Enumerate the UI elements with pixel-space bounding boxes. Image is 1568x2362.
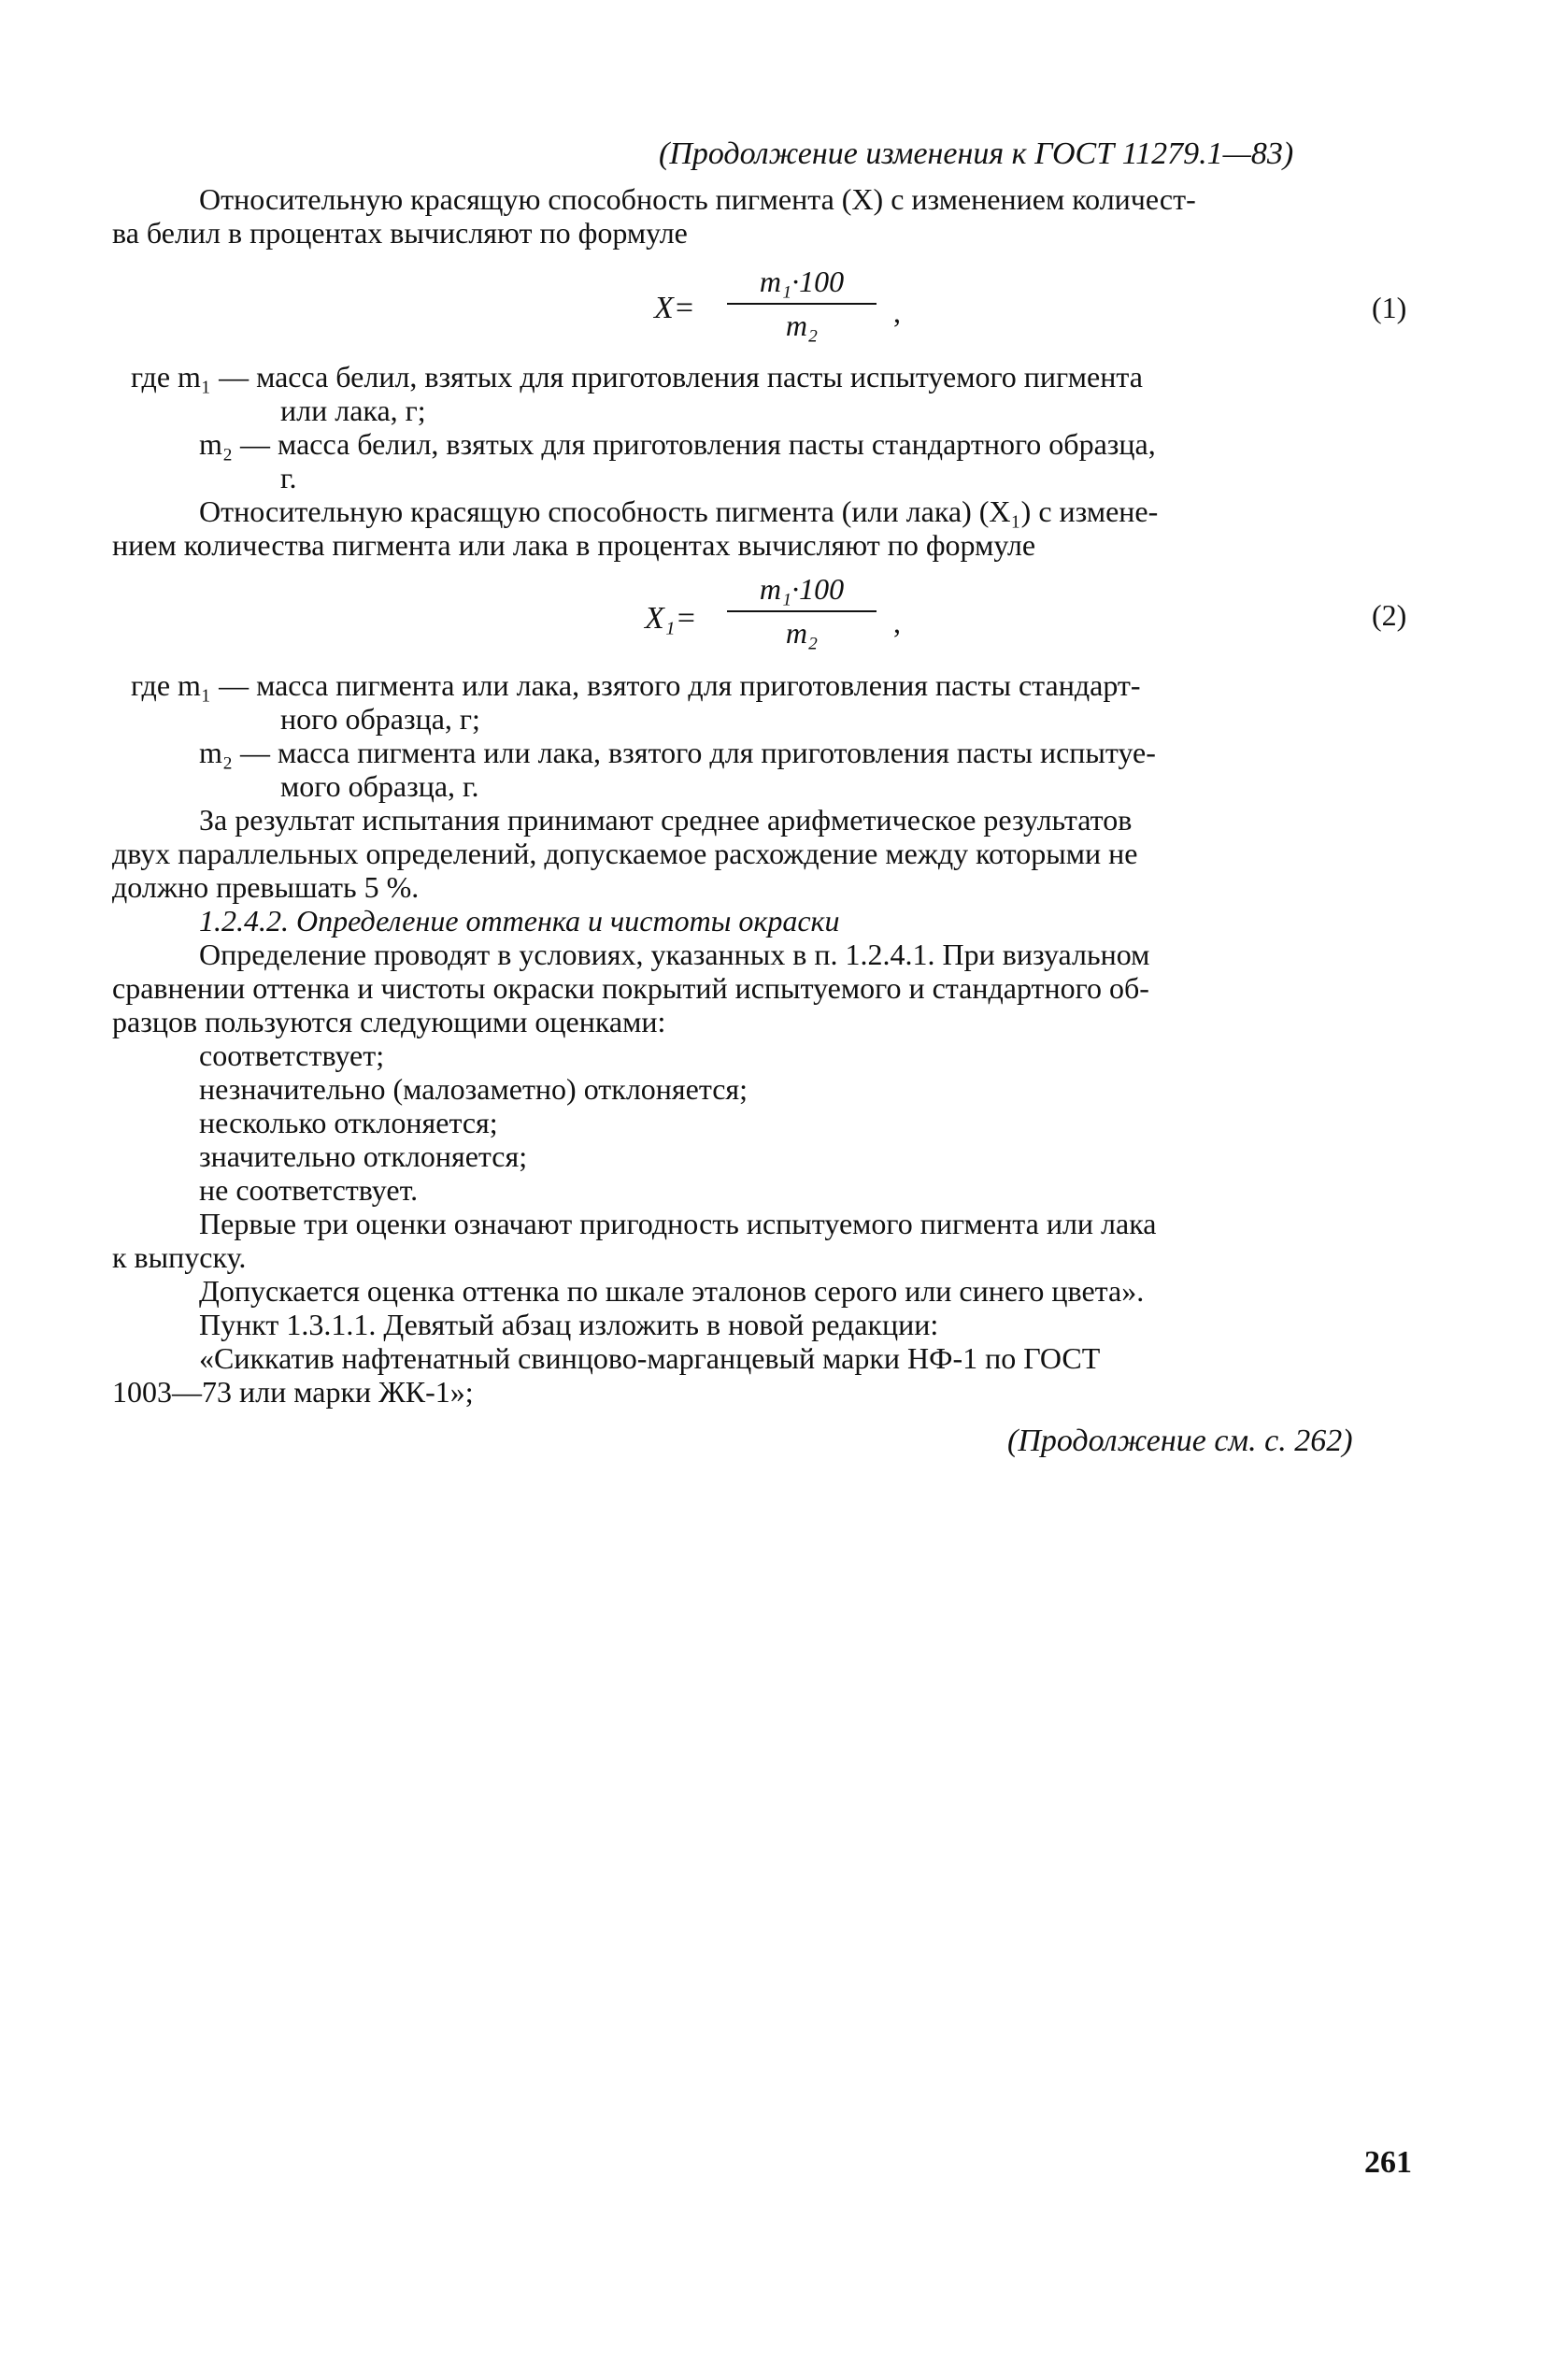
where-2-line-3: m₂ — масса пигмента или лака, взятого для приготовления пасты испытуе- (199, 736, 1156, 769)
formula-2-fraction (727, 572, 877, 651)
paragraph-4-line-3: разцов пользуются следующими оценками: (112, 1005, 666, 1038)
paragraph-4-line-1: Определение проводят в условиях, указанных в п. 1.2.4.1. При визуальном (199, 938, 1150, 971)
where-2-line-4: мого образца, г. (280, 769, 479, 803)
where-2-line-2: ного образца, г; (280, 702, 480, 736)
formula-1-lhs: X= (654, 291, 695, 325)
rating-item: несколько отклоняется; (199, 1106, 498, 1139)
paragraph-3-line-1: За результат испытания принимают среднее арифметическое результатов (199, 803, 1133, 837)
paragraph-1-line-2: ва белил в процентах вычисляют по формуле (112, 216, 688, 250)
paragraph-3-line-3: должно превышать 5 %. (112, 870, 420, 904)
formula-2-lhs: X₁= (645, 601, 697, 636)
formula-1-comma: , (893, 295, 901, 329)
where-1-line-3: m₂ — масса белил, взятых для приготовления пасты стандартного образца, (199, 427, 1156, 461)
formula-1-denominator: m₂ (785, 308, 819, 342)
formula-2-numerator: m₁·100 (759, 572, 845, 606)
paragraph-8-line-2: 1003—73 или марки ЖК-1»; (112, 1375, 474, 1409)
formula-2-comma: , (893, 606, 901, 639)
section-heading: 1.2.4.2. Определение оттенка и чистоты окраски (199, 904, 840, 938)
continuation-footer: (Продолжение см. с. 262) (1007, 1424, 1353, 1458)
formula-2-number: (2) (1372, 598, 1407, 632)
rating-item: соответствует; (199, 1038, 385, 1072)
paragraph-5-line-2: к выпуску. (112, 1240, 247, 1274)
paragraph-3-line-2: двух параллельных определений, допускаемое расхождение между которыми не (112, 837, 1138, 870)
paragraph-2-line-1: Относительную красящую способность пигмента (или лака) (X₁) с измене- (199, 494, 1159, 528)
formula-1-fraction (727, 265, 877, 343)
rating-item: незначительно (малозаметно) отклоняется; (199, 1072, 748, 1106)
formula-1-number: (1) (1372, 291, 1407, 324)
formula-2-denominator: m₂ (785, 616, 819, 650)
where-1-line-2: или лака, г; (280, 394, 426, 427)
rating-item: не соответствует. (199, 1173, 419, 1207)
formula-2-fraction-bar (727, 610, 877, 612)
continuation-header: (Продолжение изменения к ГОСТ 11279.1—83) (659, 136, 1294, 171)
paragraph-6-line-1: Допускается оценка оттенка по шкале эталонов серого или синего цвета». (199, 1274, 1145, 1308)
paragraph-5-line-1: Первые три оценки означают пригодность испытуемого пигмента или лака (199, 1207, 1157, 1240)
paragraph-2-line-2: нием количества пигмента или лака в процентах вычисляют по формуле (112, 528, 1036, 562)
paragraph-8-line-1: «Сиккатив нафтенатный свинцово-марганцевый марки НФ-1 по ГОСТ (199, 1341, 1101, 1375)
where-2-line-1: где m₁ — масса пигмента или лака, взятого для приготовления пасты стандарт- (131, 668, 1141, 702)
paragraph-1-line-1: Относительную красящую способность пигмента (X) с изменением количест- (199, 182, 1196, 216)
formula-1-fraction-bar (727, 303, 877, 305)
formula-1-numerator: m₁·100 (759, 265, 845, 298)
paragraph-4-line-2: сравнении оттенка и чистоты окраски покрытий испытуемого и стандартного об- (112, 971, 1149, 1005)
paragraph-7-line-1: Пункт 1.3.1.1. Девятый абзац изложить в новой редакции: (199, 1308, 939, 1341)
where-1-line-4: г. (280, 461, 297, 494)
rating-item: значительно отклоняется; (199, 1139, 528, 1173)
where-1-line-1: где m₁ — масса белил, взятых для приготовления пасты испытуемого пигмента (131, 360, 1143, 394)
page-number: 261 (1364, 2145, 1412, 2180)
